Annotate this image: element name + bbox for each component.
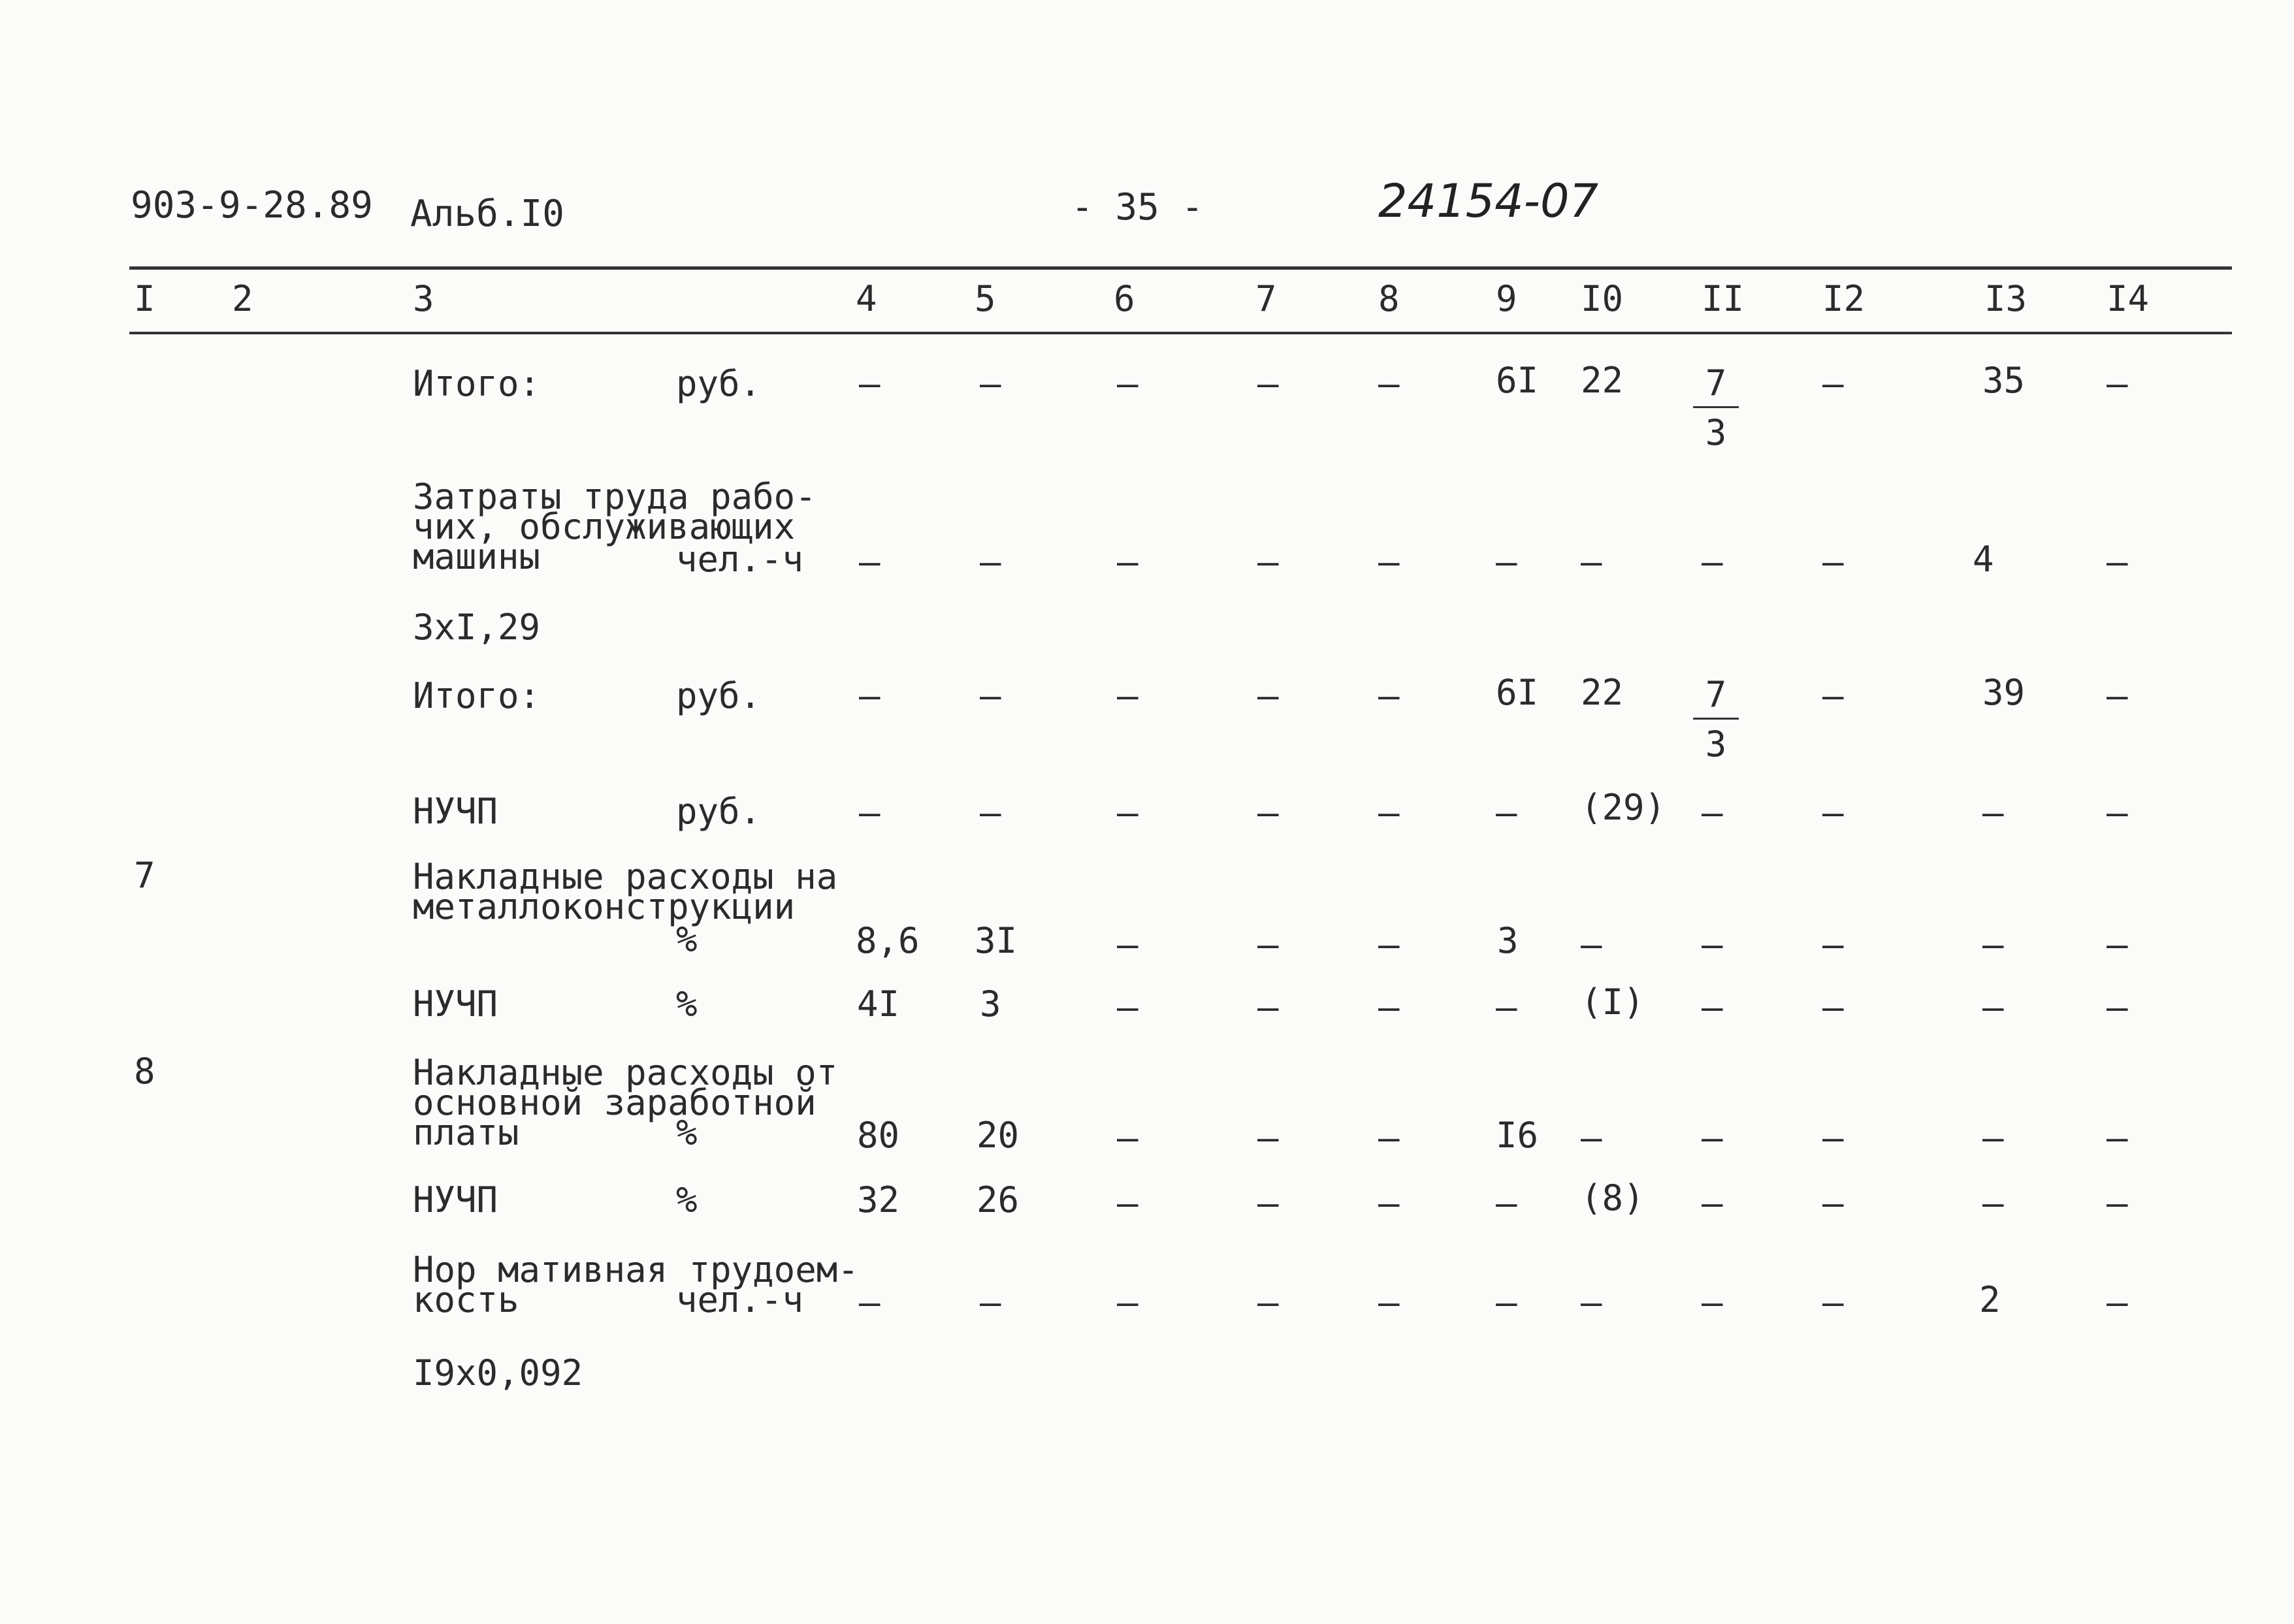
cell-col4: –: [859, 792, 880, 833]
row-description: Итого:: [413, 363, 541, 404]
cell-col14: –: [2107, 1117, 2128, 1158]
row-unit: %: [676, 1179, 698, 1220]
cell-col13: –: [1982, 987, 2004, 1028]
cell-col6: –: [1117, 792, 1139, 833]
cell-col9: 3: [1497, 920, 1519, 961]
cell-col9: –: [1496, 987, 1517, 1028]
row-description-line1: Нор мативная трудоем-: [413, 1249, 859, 1290]
cell-col5: 20: [977, 1115, 1020, 1156]
col-number-5: 5: [975, 278, 996, 319]
fraction-denominator: 3: [1705, 724, 1727, 765]
cell-col8: –: [1378, 363, 1400, 404]
table-header-rule: [129, 332, 2232, 334]
cell-col7: –: [1257, 541, 1279, 582]
cell-col5: –: [980, 541, 1001, 582]
cell-col6: –: [1117, 1183, 1139, 1224]
cell-col5: –: [980, 792, 1001, 833]
cell-col12: –: [1822, 792, 1844, 833]
calculation-note: 3xI,29: [413, 607, 541, 648]
cell-col12: –: [1822, 541, 1844, 582]
cell-col13: –: [1982, 792, 2004, 833]
col-number-9: 9: [1496, 278, 1517, 319]
cell-col6: –: [1117, 363, 1139, 404]
cell-col11: –: [1702, 541, 1723, 582]
cell-col5: –: [980, 363, 1001, 404]
cell-col12: –: [1822, 675, 1844, 716]
cell-col6: –: [1117, 1117, 1139, 1158]
row-description-line1: Накладные расходы на: [413, 856, 838, 897]
cell-col8: –: [1378, 792, 1400, 833]
row-description-line2: металлоконструкции: [413, 886, 796, 927]
row-unit: руб.: [676, 363, 762, 404]
col-number-13: I3: [1984, 278, 2027, 319]
cell-col12: –: [1822, 1183, 1844, 1224]
col-number-3: 3: [413, 278, 434, 319]
cell-col14: –: [2107, 987, 2128, 1028]
row-description-line2: кость: [413, 1279, 519, 1320]
row-unit: чел.-ч: [676, 1279, 804, 1320]
row-unit: руб.: [676, 675, 762, 716]
calculation-note: I9x0,092: [413, 1352, 583, 1393]
cell-col11: –: [1702, 1183, 1723, 1224]
row-description-line1: Затраты труда рабо-: [413, 476, 816, 517]
row-description-line2: чих, обслуживающих: [413, 506, 796, 547]
cell-col11-fraction: [1693, 674, 1739, 765]
cell-col4: 32: [857, 1179, 900, 1220]
cell-col12: –: [1822, 1282, 1844, 1323]
row-unit: чел.-ч: [676, 539, 804, 580]
row-item-number: 8: [134, 1051, 155, 1092]
row-description-line3: платы: [413, 1112, 519, 1153]
cell-col10: 22: [1581, 360, 1624, 401]
cell-col11: –: [1702, 1282, 1723, 1323]
cell-col13: 35: [1982, 360, 2026, 401]
row-description: Итого:: [413, 675, 541, 716]
cell-col6: –: [1117, 1282, 1139, 1323]
cell-col10: 22: [1581, 672, 1624, 713]
cell-col10: –: [1581, 541, 1602, 582]
row-description: НУЧП: [413, 1179, 498, 1220]
cell-col4: 8,6: [856, 920, 920, 961]
col-number-7: 7: [1255, 278, 1277, 319]
row-description: НУЧП: [413, 983, 498, 1025]
cell-col5: 3I: [975, 920, 1018, 961]
cell-col7: –: [1257, 1117, 1279, 1158]
fraction-bar: [1693, 406, 1739, 408]
cell-col11: –: [1702, 987, 1723, 1028]
cell-col7: –: [1257, 987, 1279, 1028]
cell-col7: –: [1257, 363, 1279, 404]
cell-col12: –: [1822, 987, 1844, 1028]
fraction-numerator: 7: [1705, 362, 1727, 404]
row-description-line3: машины: [413, 536, 541, 577]
cell-col7: –: [1257, 1282, 1279, 1323]
row-unit: %: [676, 1112, 698, 1153]
col-number-11: II: [1702, 278, 1745, 319]
cell-col14: –: [2107, 1282, 2128, 1323]
row-unit: руб.: [676, 791, 762, 832]
table-top-rule: [129, 266, 2232, 270]
handwritten-inventory-number: 24154-07: [1378, 174, 1599, 228]
page-number: - 35 -: [1071, 186, 1204, 229]
cell-col9: –: [1496, 1282, 1517, 1323]
row-description-line2: основной заработной: [413, 1082, 816, 1123]
cell-col7: –: [1257, 792, 1279, 833]
cell-col11: –: [1702, 1117, 1723, 1158]
cell-col4: –: [859, 675, 880, 716]
cell-col7: –: [1257, 675, 1279, 716]
cell-col11: –: [1702, 924, 1723, 965]
row-item-number: 7: [134, 855, 155, 896]
document-code: 903-9-28.89: [131, 184, 373, 227]
cell-col10: (8): [1581, 1177, 1645, 1218]
cell-col5: 3: [980, 983, 1001, 1025]
cell-col4: –: [859, 1282, 880, 1323]
cell-col10: (I): [1581, 981, 1645, 1023]
cell-col5: –: [980, 1282, 1001, 1323]
cell-col5: –: [980, 675, 1001, 716]
cell-col12: –: [1822, 924, 1844, 965]
cell-col9: –: [1496, 1183, 1517, 1224]
fraction-denominator: 3: [1705, 412, 1727, 453]
cell-col10: –: [1581, 1117, 1602, 1158]
cell-col11-fraction: [1693, 362, 1739, 453]
col-number-8: 8: [1378, 278, 1400, 319]
cell-col7: –: [1257, 1183, 1279, 1224]
cell-col13: –: [1982, 1117, 2004, 1158]
cell-col14: –: [2107, 541, 2128, 582]
cell-col5: 26: [977, 1179, 1020, 1220]
cell-col14: –: [2107, 363, 2128, 404]
cell-col8: –: [1378, 1282, 1400, 1323]
cell-col9: –: [1496, 541, 1517, 582]
cell-col10: –: [1581, 1282, 1602, 1323]
cell-col12: –: [1822, 363, 1844, 404]
album-number: Альб.I0: [410, 193, 565, 235]
col-number-2: 2: [232, 278, 253, 319]
row-unit: %: [676, 919, 698, 960]
cell-col9: I6: [1496, 1115, 1539, 1156]
cell-col14: –: [2107, 792, 2128, 833]
row-description: НУЧП: [413, 791, 498, 832]
fraction-numerator: 7: [1705, 674, 1727, 715]
cell-col4: 80: [857, 1115, 900, 1156]
cell-col10: (29): [1581, 787, 1666, 828]
col-number-1: I: [134, 278, 155, 319]
cell-col6: –: [1117, 541, 1139, 582]
cell-col8: –: [1378, 924, 1400, 965]
cell-col8: –: [1378, 541, 1400, 582]
cell-col4: 4I: [857, 983, 900, 1025]
cell-col14: –: [2107, 675, 2128, 716]
col-number-4: 4: [856, 278, 877, 319]
col-number-14: I4: [2107, 278, 2150, 319]
cell-col13: 2: [1979, 1279, 2001, 1320]
col-number-12: I2: [1822, 278, 1866, 319]
cell-col8: –: [1378, 675, 1400, 716]
cell-col9: 6I: [1496, 360, 1539, 401]
row-description-line1: Накладные расходы от: [413, 1052, 838, 1093]
cell-col9: –: [1496, 792, 1517, 833]
cell-col12: –: [1822, 1117, 1844, 1158]
cell-col4: –: [859, 363, 880, 404]
cell-col8: –: [1378, 1117, 1400, 1158]
cell-col8: –: [1378, 1183, 1400, 1224]
cell-col14: –: [2107, 1183, 2128, 1224]
row-unit: %: [676, 983, 698, 1025]
col-number-10: I0: [1581, 278, 1624, 319]
cell-col6: –: [1117, 675, 1139, 716]
cell-col6: –: [1117, 987, 1139, 1028]
cell-col11: –: [1702, 792, 1723, 833]
cell-col9: 6I: [1496, 672, 1539, 713]
cell-col7: –: [1257, 924, 1279, 965]
cell-col13: 39: [1982, 672, 2026, 713]
cell-col13: –: [1982, 1183, 2004, 1224]
cell-col8: –: [1378, 987, 1400, 1028]
col-number-6: 6: [1114, 278, 1135, 319]
cell-col13: –: [1982, 924, 2004, 965]
fraction-bar: [1693, 718, 1739, 720]
cell-col6: –: [1117, 924, 1139, 965]
cell-col14: –: [2107, 924, 2128, 965]
cell-col4: –: [859, 541, 880, 582]
cell-col13: 4: [1973, 539, 1994, 580]
cell-col10: –: [1581, 924, 1602, 965]
